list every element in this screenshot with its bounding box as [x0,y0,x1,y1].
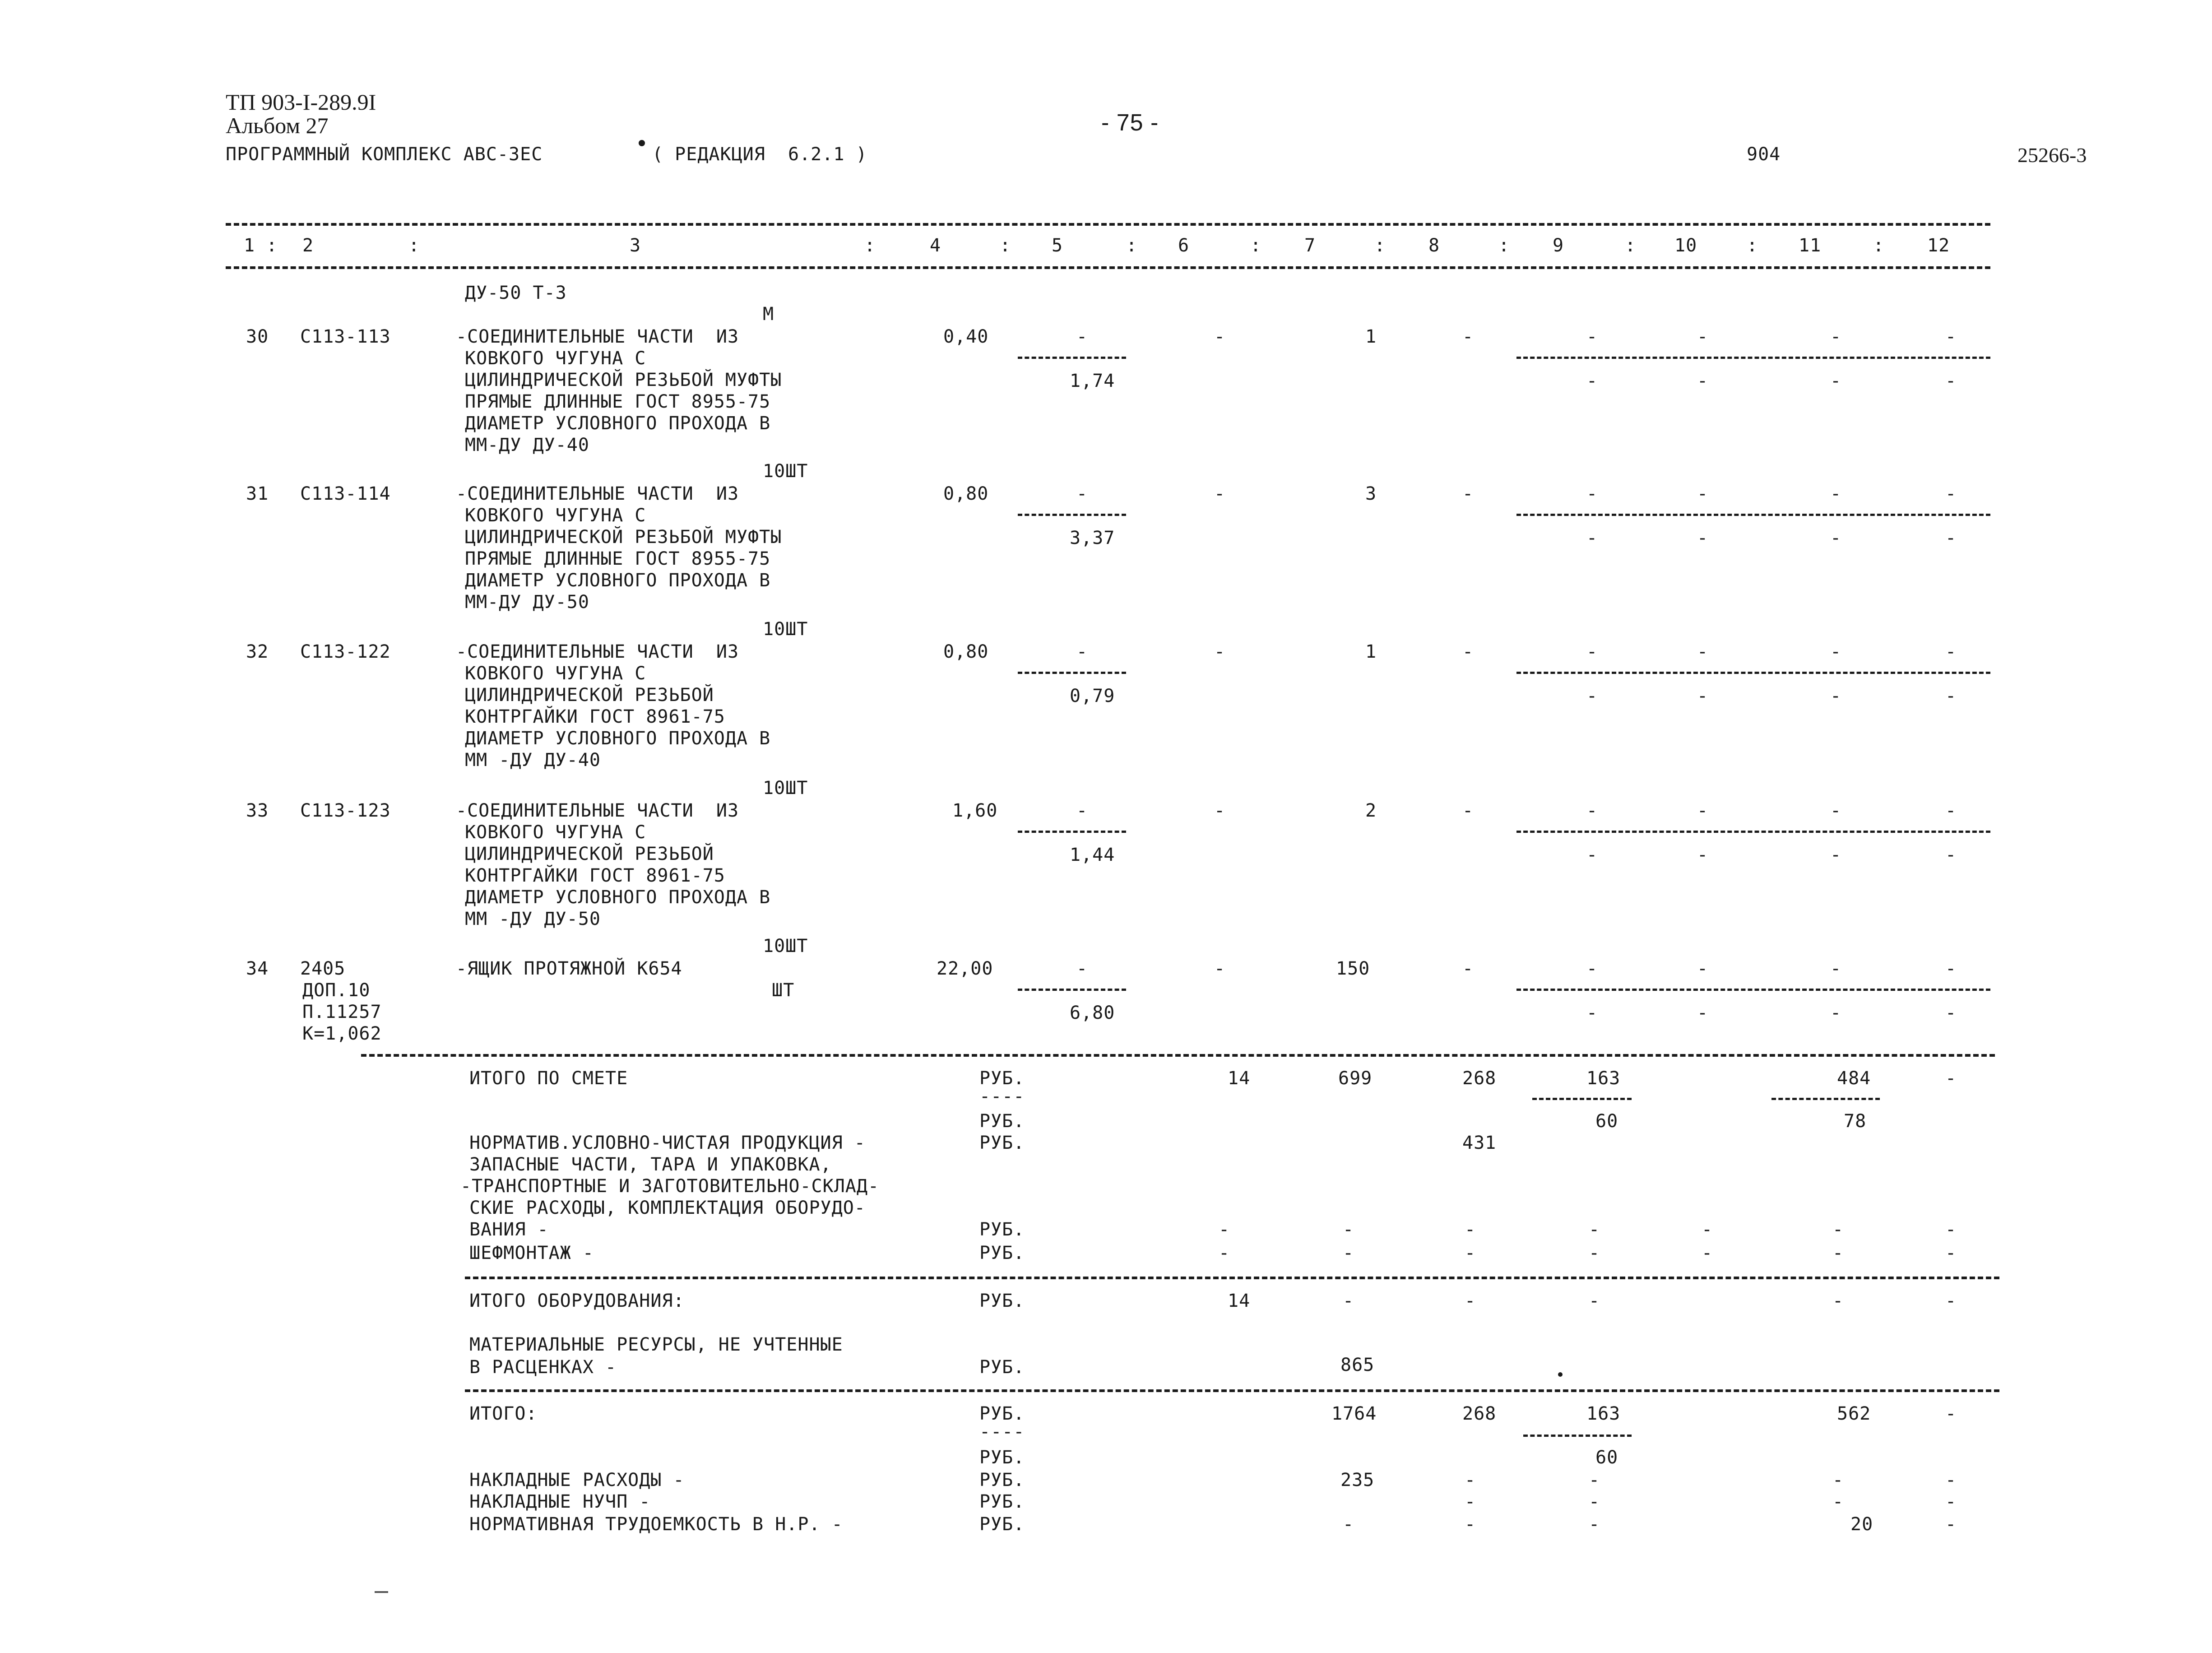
col-header: 11 [1799,235,1822,256]
page-number: - 75 - [1101,110,1159,136]
qty-value: 22,00 [937,958,993,979]
col9-value-b: - [1586,845,1598,865]
dash-value: - [1832,1219,1844,1240]
desc-line: -ЯЩИК ПРОТЯЖНОЙ К654 [456,958,682,979]
col6-value: - [1214,958,1226,979]
desc-line: -СОЕДИНИТЕЛЬНЫЕ ЧАСТИ ИЗ [456,641,739,662]
col12-value: - [1945,1068,1957,1089]
dash-value: - [1832,1291,1844,1311]
top-note: ДУ-50 Т-3 [465,283,567,303]
col9-value-b: 60 [1595,1447,1618,1468]
row-code-extra: П.11257 [302,1002,382,1022]
col6-value: - [1214,483,1226,504]
col7-value: 1 [1365,326,1377,347]
col11-value: - [1830,483,1842,504]
bullet-mark [639,140,645,146]
dash-value: - [1343,1219,1354,1240]
col10-value-b: - [1697,371,1709,391]
qty-value: 0,40 [943,326,989,347]
divider [1516,831,1990,833]
col-header: 5 [1052,235,1063,256]
desc-line: ПРЯМЫЕ ДЛИННЫЕ ГОСТ 8955-75 [465,548,771,569]
desc-line: КОВКОГО ЧУГУНА С [465,822,646,843]
col7-value: 699 [1338,1068,1373,1089]
totals-rule [361,1054,1995,1057]
materials-line: МАТЕРИАЛЬНЫЕ РЕСУРСЫ, НЕ УЧТЕННЫЕ [469,1334,843,1355]
divider [1516,672,1990,674]
row-number: 31 [246,483,269,504]
col12-value: - [1945,326,1957,347]
dash-value: - [1945,1291,1957,1311]
short-dash: ---- [979,1086,1025,1107]
desc-line: ДИАМЕТР УСЛОВНОГО ПРОХОДА В [465,413,771,434]
col5-value: - [1076,958,1088,979]
col5-value-b: 1,44 [1070,845,1115,865]
col12-value-b: - [1945,686,1957,706]
col9-value-b: - [1586,1003,1598,1023]
dash-value: - [1343,1514,1354,1535]
desc-line: ДИАМЕТР УСЛОВНОГО ПРОХОДА В [465,728,771,749]
col8-value: - [1462,958,1474,979]
dash-value: - [1832,1470,1844,1490]
divider [1516,357,1990,359]
col9-value: - [1586,326,1598,347]
desc-line: ЦИЛИНДРИЧЕСКОЙ РЕЗЬБОЙ [465,844,714,864]
col6-value: 14 [1228,1291,1251,1311]
desc-line: ЦИЛИНДРИЧЕСКОЙ РЕЗЬБОЙ МУФТЫ [465,527,782,548]
col-header: 2 [302,235,314,256]
col10-value: - [1697,483,1709,504]
unit-rub: РУБ. [979,1219,1025,1240]
col12-value: - [1945,958,1957,979]
row-code: С113-113 [300,326,391,347]
col12-value-b: - [1945,845,1957,865]
col5-value: - [1076,641,1088,662]
col9-value-b: 60 [1595,1111,1618,1132]
overhead-nuchp-label: НАКЛАДНЫЕ НУЧП - [469,1491,651,1512]
smeta-total-label: ИТОГО ПО СМЕТЕ [469,1068,628,1089]
col11-value: 20 [1850,1514,1873,1535]
col12-value: - [1945,641,1957,662]
unit-label: 10ШТ [763,619,808,640]
col10-value: - [1697,326,1709,347]
col9-value: - [1586,641,1598,662]
col5-value-b: 3,37 [1070,528,1115,548]
col8-value: 268 [1462,1068,1497,1089]
short-dash: ---- [979,1421,1025,1442]
col11-value-b: - [1830,1003,1842,1023]
dash-value: - [1945,1470,1957,1490]
dash-value: - [1589,1491,1600,1512]
col10-value-b: - [1697,845,1709,865]
dash-value: - [1465,1470,1476,1490]
col7-value: 1764 [1331,1403,1377,1424]
shefmontazh-label: ШЕФМОНТАЖ - [469,1243,594,1263]
col9-value-b: - [1586,528,1598,548]
desc-line: ММ-ДУ ДУ-50 [465,592,589,613]
header-rule-bottom [226,266,1990,269]
col6-value: 14 [1228,1068,1251,1089]
col10-value: - [1697,958,1709,979]
desc-line: ДИАМЕТР УСЛОВНОГО ПРОХОДА В [465,570,771,591]
unit-rub: РУБ. [979,1133,1025,1153]
dash-value: - [1589,1219,1600,1240]
edition-label: ( РЕДАКЦИЯ 6.2.1 ) [652,144,867,165]
col5-value: - [1076,483,1088,504]
desc-line: ЦИЛИНДРИЧЕСКОЙ РЕЗЬБОЙ МУФТЫ [465,370,782,390]
code-904: 904 [1747,144,1781,165]
program-label: ПРОГРАММНЫЙ КОМПЛЕКС АВС-3ЕС [226,144,543,165]
unit-rub: РУБ. [979,1291,1025,1311]
col-header: 10 [1674,235,1697,256]
header-rule-top [226,223,1990,226]
dash-value: - [1945,1219,1957,1240]
col5-value-b: 0,79 [1070,686,1115,706]
col5-value: - [1076,800,1088,821]
desc-line: ММ -ДУ ДУ-40 [465,750,601,771]
col10-value-b: - [1697,1003,1709,1023]
divider [1018,672,1126,674]
col11-value-b: - [1830,845,1842,865]
dash-value: - [1465,1219,1476,1240]
row-code: 2405 [300,958,346,979]
dash-value: - [1702,1243,1713,1263]
divider [1018,357,1126,359]
col11-value-b: - [1830,528,1842,548]
dash-value: - [1832,1243,1844,1263]
dash-value: - [1465,1243,1476,1263]
row-code: С113-123 [300,800,391,821]
col9-value-b: - [1586,371,1598,391]
col12-value: - [1945,1403,1957,1424]
col7-value: 3 [1365,483,1377,504]
col9-value: - [1586,483,1598,504]
row-code: С113-122 [300,641,391,662]
col8-value: 268 [1462,1403,1497,1424]
col8-value: - [1462,483,1474,504]
col11-value: - [1830,800,1842,821]
desc-line: ММ -ДУ ДУ-50 [465,909,601,929]
col10-value-b: - [1697,528,1709,548]
materials-line: В РАСЦЕНКАХ - [469,1357,617,1378]
dash-value: - [1589,1243,1600,1263]
desc-line: ЦИЛИНДРИЧЕСКОЙ РЕЗЬБОЙ [465,685,714,706]
dash-value: - [1589,1470,1600,1490]
col8-value: - [1462,326,1474,347]
row-number: 34 [246,958,269,979]
scan-mark [375,1591,388,1593]
unit-rub: РУБ. [979,1357,1025,1378]
col9-value: - [1586,800,1598,821]
doc-number: 25266-3 [2017,144,2087,167]
unit-rub: РУБ. [979,1068,1025,1089]
desc-line: КОВКОГО ЧУГУНА С [465,348,646,369]
ink-dot [1558,1372,1563,1377]
col6-value: - [1214,800,1226,821]
divider [1516,514,1990,516]
col6-value: - [1214,326,1226,347]
labor-intensity-label: НОРМАТИВНАЯ ТРУДОЕМКОСТЬ В Н.Р. - [469,1514,843,1535]
dash-value: - [1465,1291,1476,1311]
col11-value-b: 78 [1844,1111,1867,1132]
col11-value: - [1830,326,1842,347]
dash-value: - [1465,1491,1476,1512]
col11-value: - [1830,958,1842,979]
dash-value: - [1589,1291,1600,1311]
col5-value-b: 6,80 [1070,1003,1115,1023]
unit-label: 10ШТ [763,461,808,482]
col9-value-b: - [1586,686,1598,706]
col-header: 4 [930,235,941,256]
norm-line: -ТРАНСПОРТНЫЕ И ЗАГОТОВИТЕЛЬНО-СКЛАД- [460,1176,880,1197]
estimate-page: ТП 903-I-289.9I Альбом 27 ПРОГРАММНЫЙ КОМПЛЕКС АВС-3ЕС ( РЕДАКЦИЯ 6.2.1 ) - 75 - 904 25266-3 1 : 2 : 3 : 4 : 5 : 6 : 7 : 8 : 9 : 10 : 11 : 12 ДУ-50 Т-3 М 30 С113-113 -СОЕДИНИТЕЛЬНЫЕ ЧАСТИ ИЗ КОВКОГО ЧУГУНА С ЦИЛИНДРИЧЕСКОЙ РЕЗЬБОЙ МУФТЫ ПРЯМЫЕ ДЛИННЫЕ ГОСТ 8955-75 ДИАМЕТР УСЛОВНОГО ПРОХОДА В ММ-ДУ ДУ-40 0,40 - 1,74 - 1 - - - - - - - - - 10ШТ 31 С113-114 -СОЕДИНИТЕЛЬНЫЕ ЧАСТИ ИЗ КОВКОГО ЧУГУНА С ЦИЛИНДРИЧЕСКОЙ РЕЗЬБОЙ МУФТЫ ПРЯМЫЕ ДЛИННЫЕ ГОСТ 8955-75 ДИАМЕТР УСЛОВНОГО ПРОХОДА В ММ-ДУ ДУ-50 0,80 - 3,37 - 3 - - - - - - - - - 10ШТ 32 С113-122 -СОЕДИНИТЕЛЬНЫЕ ЧАСТИ ИЗ КОВКОГО ЧУГУНА С ЦИЛИНДРИЧЕСКОЙ РЕЗЬБОЙ КОНТРГАЙКИ ГОСТ 8961-75 ДИАМЕТР УСЛОВНОГО ПРОХОДА В ММ -ДУ ДУ-40 0,80 - 0,79 - 1 - - - - - - - - - 10ШТ 33 С113-123 -СОЕДИНИТЕЛЬНЫЕ ЧАСТИ ИЗ КОВКОГО ЧУГУНА С ЦИЛИНДРИЧЕСКОЙ РЕЗЬБОЙ КОНТРГАЙКИ ГОСТ 8961-75 ДИАМЕТР УСЛОВНОГО ПРОХОДА В ММ -ДУ ДУ-50 1,60 - 1,44 - 2 - - - - - - - - - 10ШТ 34 2405 ДОП.10 П.11257 К=1,062 -ЯЩИК ПРОТЯЖНОЙ К654 ШТ 22,00 - 6,80 - 150 - - - - - - - - - ИТОГО ПО СМЕТЕ РУБ. ---- 14 699 268 163 484 - РУБ. 60 78 НОРМАТИВ.УСЛОВНО-ЧИСТАЯ ПРОДУКЦИЯ - РУБ. 431 ЗАПАСНЫЕ ЧАСТИ, ТАРА И УПАКОВКА, -ТРАНСПОРТНЫЕ И ЗАГОТОВИТЕЛЬНО-СКЛАД- СКИЕ РАСХОДЫ, КОМПЛЕКТАЦИЯ ОБОРУДО- ВАНИЯ - РУБ. - - - - - - - ШЕФМОНТАЖ - РУБ. - - - - - - - ИТОГО ОБОРУДОВАНИЯ: РУБ. 14 - - - - - МАТЕРИАЛЬНЫЕ РЕСУРСЫ, НЕ УЧТЕННЫЕ В РАСЦЕНКАХ - РУБ. 865 ИТОГО: РУБ. ---- 1764 268 163 562 - РУБ. 60 НАКЛАДНЫЕ РАСХОДЫ - РУБ. 235 - - - - НАКЛАДНЫЕ НУЧП - РУБ. - - - - НОРМАТИВНАЯ ТРУДОЕМКОСТЬ В Н.Р. - РУБ. - - - 20 - [0,0,2212,1653]
divider [1018,989,1126,991]
col7-value: 235 [1340,1470,1375,1490]
divider [1771,1098,1880,1100]
dash-value: - [1945,1491,1957,1512]
col11-value: 484 [1837,1068,1871,1089]
col11-value: 562 [1837,1403,1871,1424]
dash-value: - [1589,1514,1600,1535]
col9-value: 163 [1586,1068,1621,1089]
col-header: 1 [244,235,255,256]
col7-value: 150 [1336,958,1370,979]
col9-value: 163 [1586,1403,1621,1424]
divider [1018,514,1126,516]
divider [1532,1098,1632,1100]
unit-rub: РУБ. [979,1403,1025,1424]
desc-line: КОНТРГАЙКИ ГОСТ 8961-75 [465,865,725,886]
unit-rub: РУБ. [979,1111,1025,1132]
col12-value: - [1945,483,1957,504]
desc-line: -СОЕДИНИТЕЛЬНЫЕ ЧАСТИ ИЗ [456,800,739,821]
norm-line: ВАНИЯ - [469,1219,549,1240]
col-header: 7 [1304,235,1316,256]
col-header: 12 [1927,235,1950,256]
unit-label: ШТ [772,980,795,1001]
col12-value-b: - [1945,371,1957,391]
overhead-label: НАКЛАДНЫЕ РАСХОДЫ - [469,1470,685,1490]
desc-line: КОВКОГО ЧУГУНА С [465,663,646,684]
divider [1523,1435,1632,1437]
col7-value: 2 [1365,800,1377,821]
grand-total-rule [465,1389,1999,1392]
col5-value: - [1076,326,1088,347]
row-number: 32 [246,641,269,662]
col7-value: 1 [1365,641,1377,662]
equipment-total-label: ИТОГО ОБОРУДОВАНИЯ: [469,1291,685,1311]
desc-line: КОВКОГО ЧУГУНА С [465,505,646,526]
norm-line: СКИЕ РАСХОДЫ, КОМПЛЕКТАЦИЯ ОБОРУДО- [469,1198,866,1218]
unit-rub: РУБ. [979,1243,1025,1263]
unit-label: 10ШТ [763,936,808,957]
row-code-extra: К=1,062 [302,1023,382,1044]
col12-value-b: - [1945,1003,1957,1023]
dash-value: - [1343,1243,1354,1263]
col-header: 9 [1553,235,1564,256]
dash-value: - [1219,1243,1230,1263]
qty-value: 1,60 [952,800,998,821]
album-label: Альбом 27 [226,113,329,138]
col8-value: 431 [1462,1133,1497,1153]
dash-value: - [1219,1219,1230,1240]
desc-line: ПРЯМЫЕ ДЛИННЫЕ ГОСТ 8955-75 [465,391,771,412]
col8-value: - [1462,641,1474,662]
unit-rub: РУБ. [979,1514,1025,1535]
unit-rub: РУБ. [979,1491,1025,1512]
unit-label: 10ШТ [763,778,808,799]
dash-value: - [1945,1243,1957,1263]
equipment-rule [465,1277,1999,1279]
col6-value: - [1214,641,1226,662]
norm-line: ЗАПАСНЫЕ ЧАСТИ, ТАРА И УПАКОВКА, [469,1154,832,1175]
desc-line: -СОЕДИНИТЕЛЬНЫЕ ЧАСТИ ИЗ [456,326,739,347]
col5-value-b: 1,74 [1070,371,1115,391]
dash-value: - [1465,1514,1476,1535]
desc-line: ММ-ДУ ДУ-40 [465,435,589,455]
col10-value: - [1697,641,1709,662]
col12-value: - [1945,800,1957,821]
col7-value: 865 [1340,1355,1375,1375]
unit-label: М [763,304,774,325]
divider [1516,989,1990,991]
col8-value: - [1462,800,1474,821]
row-number: 33 [246,800,269,821]
dash-value: - [1945,1514,1957,1535]
dash-value: - [1702,1219,1713,1240]
qty-value: 0,80 [943,483,989,504]
col9-value: - [1586,958,1598,979]
desc-line: -СОЕДИНИТЕЛЬНЫЕ ЧАСТИ ИЗ [456,483,739,504]
col11-value-b: - [1830,371,1842,391]
dash-value: - [1343,1291,1354,1311]
col11-value-b: - [1830,686,1842,706]
col10-value: - [1697,800,1709,821]
grand-total-label: ИТОГО: [469,1403,538,1424]
doc-code: ТП 903-I-289.9I [226,89,376,115]
divider [1018,831,1126,833]
col-header: 8 [1428,235,1440,256]
row-code: С113-114 [300,483,391,504]
col-header: 3 [630,235,641,256]
qty-value: 0,80 [943,641,989,662]
unit-rub: РУБ. [979,1470,1025,1490]
dash-value: - [1832,1491,1844,1512]
col12-value-b: - [1945,528,1957,548]
unit-rub: РУБ. [979,1447,1025,1468]
col11-value: - [1830,641,1842,662]
row-code-extra: ДОП.10 [302,980,371,1001]
desc-line: ДИАМЕТР УСЛОВНОГО ПРОХОДА В [465,887,771,908]
norm-line: НОРМАТИВ.УСЛОВНО-ЧИСТАЯ ПРОДУКЦИЯ - [469,1133,866,1153]
col-header: 6 [1178,235,1190,256]
desc-line: КОНТРГАЙКИ ГОСТ 8961-75 [465,706,725,727]
row-number: 30 [246,326,269,347]
col10-value-b: - [1697,686,1709,706]
